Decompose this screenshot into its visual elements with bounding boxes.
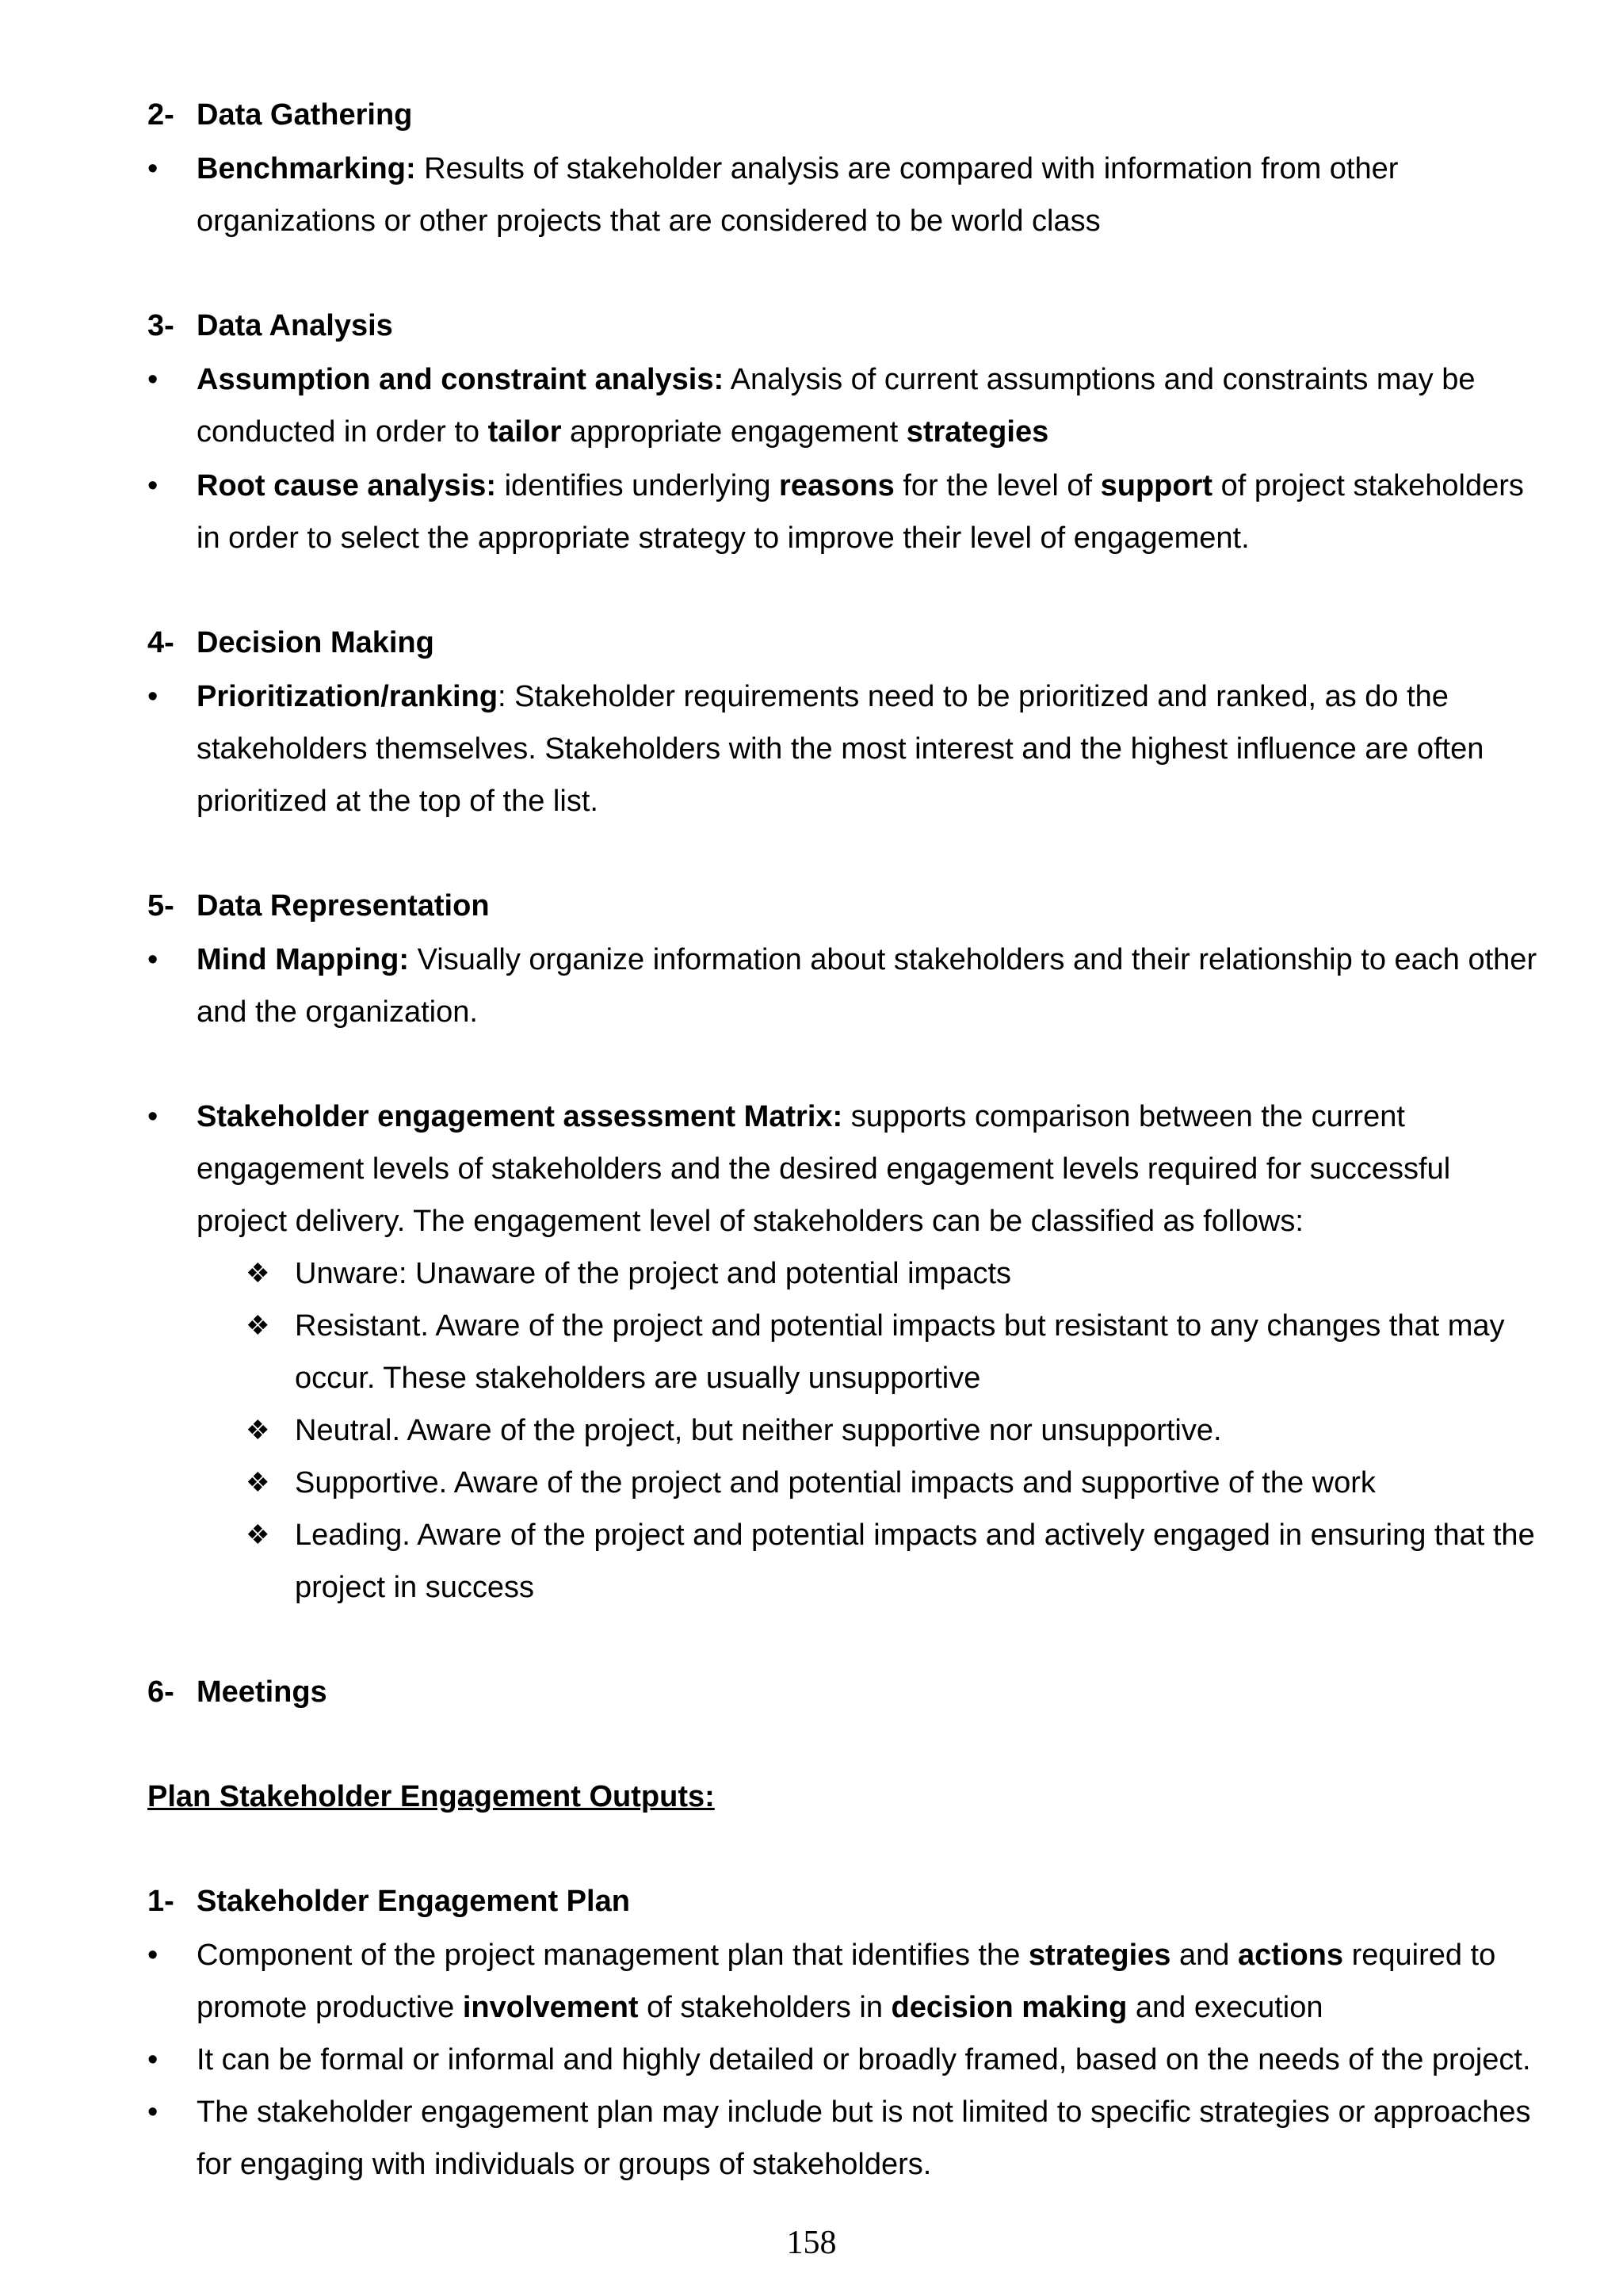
bullet-icon: • <box>147 680 158 713</box>
bullet-icon: • <box>147 1100 158 1133</box>
term: Mind Mapping: <box>197 943 410 976</box>
page-number: 158 <box>786 2225 837 2261</box>
definition: : Stakeholder requirements need to be prioritized and ranked, as do the stakeholders themselves. Stakeholders with the most interest and the highest influence are often prioritized at the top of the list. <box>197 680 1484 818</box>
text-run: appropriate engagement <box>561 415 907 449</box>
diamond-bullet-icon: ❖ <box>246 1415 270 1446</box>
text-run: for the level of <box>894 469 1101 502</box>
engagement-level-resistant <box>246 1300 1545 1404</box>
list-item-plan-formality <box>147 2034 1542 2086</box>
level-text: Neutral. Aware of the project, but neither supportive nor unsupportive. <box>295 1414 1222 1447</box>
list-item-plan-component <box>147 1929 1542 2034</box>
list-item-benchmarking <box>147 143 1542 247</box>
text-run: of project stakeholders in order to select the appropriate strategy to improve their level of engagement. <box>197 469 1524 555</box>
diamond-bullet-icon: ❖ <box>246 1259 270 1289</box>
level-text: Leading. Aware of the project and potential impacts and actively engaged in ensuring that the project in success <box>295 1519 1535 1604</box>
bold-run: strategies <box>906 415 1049 449</box>
list-item-root-cause-analysis <box>147 460 1542 564</box>
section-heading-data-analysis <box>147 300 393 352</box>
diamond-bullet-icon: ❖ <box>246 1468 270 1498</box>
section-number: 5- <box>147 889 174 923</box>
definition: Results of stakeholder analysis are compared with information from other organizations or other projects that are considered to be world class <box>197 152 1399 238</box>
text-run: identifies underlying <box>496 469 780 502</box>
diamond-bullet-icon: ❖ <box>246 1311 270 1341</box>
term: Prioritization/ranking <box>197 680 498 713</box>
text-run: Analysis of current assumptions and constraints may be conducted in order to <box>197 363 1476 449</box>
term: Benchmarking: <box>197 152 416 185</box>
bold-run: support <box>1100 469 1213 502</box>
bullet-icon: • <box>147 469 158 502</box>
bullet-icon: • <box>147 363 158 396</box>
list-item-assessment-matrix <box>147 1091 1542 1247</box>
term: Assumption and constraint analysis: <box>197 363 724 396</box>
item-text: It can be formal or informal and highly detailed or broadly framed, based on the needs of the project. <box>197 2043 1531 2076</box>
list-item-assumption-analysis <box>147 353 1542 458</box>
section-title: Data Analysis <box>197 309 393 342</box>
section-title: Decision Making <box>197 626 434 659</box>
bullet-icon: • <box>147 1939 158 1972</box>
section-heading-decision-making <box>147 617 434 669</box>
text-run: Component of the project management plan that identifies the <box>197 1939 1029 1972</box>
definition: supports comparison between the current engagement levels of stakeholders and the desired engagement levels required for successful project delivery. The engagement level of stakeholders can be classified as follows: <box>197 1100 1451 1238</box>
section-heading-data-representation <box>147 880 490 932</box>
term: Stakeholder engagement assessment Matrix: <box>197 1100 843 1133</box>
bullet-icon: • <box>147 2043 158 2076</box>
engagement-level-supportive <box>246 1457 1545 1509</box>
level-text: Unware: Unaware of the project and potential impacts <box>295 1257 1012 1290</box>
bold-run: involvement <box>462 1991 639 2024</box>
section-title: Stakeholder Engagement Plan <box>197 1885 630 1918</box>
list-item-plan-contents <box>147 2086 1542 2191</box>
bullet-icon: • <box>147 152 158 185</box>
text-run: required to promote productive <box>197 1939 1496 2024</box>
section-number: 6- <box>147 1675 174 1709</box>
section-heading-engagement-plan <box>147 1875 630 1927</box>
list-item-prioritization <box>147 670 1542 827</box>
section-number: 3- <box>147 309 174 342</box>
bullet-icon: • <box>147 943 158 976</box>
bold-run: reasons <box>779 469 895 502</box>
level-text: Resistant. Aware of the project and potential impacts but resistant to any changes that may occur. These stakeholders are usually unsupportive <box>295 1309 1505 1395</box>
bold-run: tailor <box>487 415 562 449</box>
definition: Visually organize information about stakeholders and their relationship to each other and the organization. <box>197 943 1537 1029</box>
level-text: Supportive. Aware of the project and potential impacts and supportive of the work <box>295 1466 1376 1499</box>
section-title: Data Representation <box>197 889 490 923</box>
section-number: 1- <box>147 1885 174 1918</box>
text-run: and execution <box>1127 1991 1323 2024</box>
section-number: 2- <box>147 98 174 132</box>
outputs-section-title: Plan Stakeholder Engagement Outputs: <box>147 1780 715 1813</box>
text-run: and <box>1170 1939 1238 1972</box>
text-run: of stakeholders in <box>638 1991 892 2024</box>
engagement-level-unaware <box>246 1247 1545 1300</box>
section-title: Meetings <box>197 1675 327 1709</box>
bullet-icon: • <box>147 2095 158 2129</box>
engagement-level-leading <box>246 1509 1545 1614</box>
section-heading-meetings <box>147 1666 327 1718</box>
list-item-mind-mapping <box>147 934 1542 1038</box>
bold-run: decision making <box>891 1991 1128 2024</box>
section-heading-data-gathering <box>147 89 412 141</box>
section-number: 4- <box>147 626 174 659</box>
engagement-level-neutral <box>246 1404 1545 1457</box>
bold-run: actions <box>1237 1939 1344 1972</box>
diamond-bullet-icon: ❖ <box>246 1520 270 1550</box>
bold-run: strategies <box>1028 1939 1171 1972</box>
section-title: Data Gathering <box>197 98 413 132</box>
item-text: The stakeholder engagement plan may include but is not limited to specific strategies or approaches for engaging with individuals or groups of stakeholders. <box>197 2095 1531 2181</box>
term: Root cause analysis: <box>197 469 497 502</box>
